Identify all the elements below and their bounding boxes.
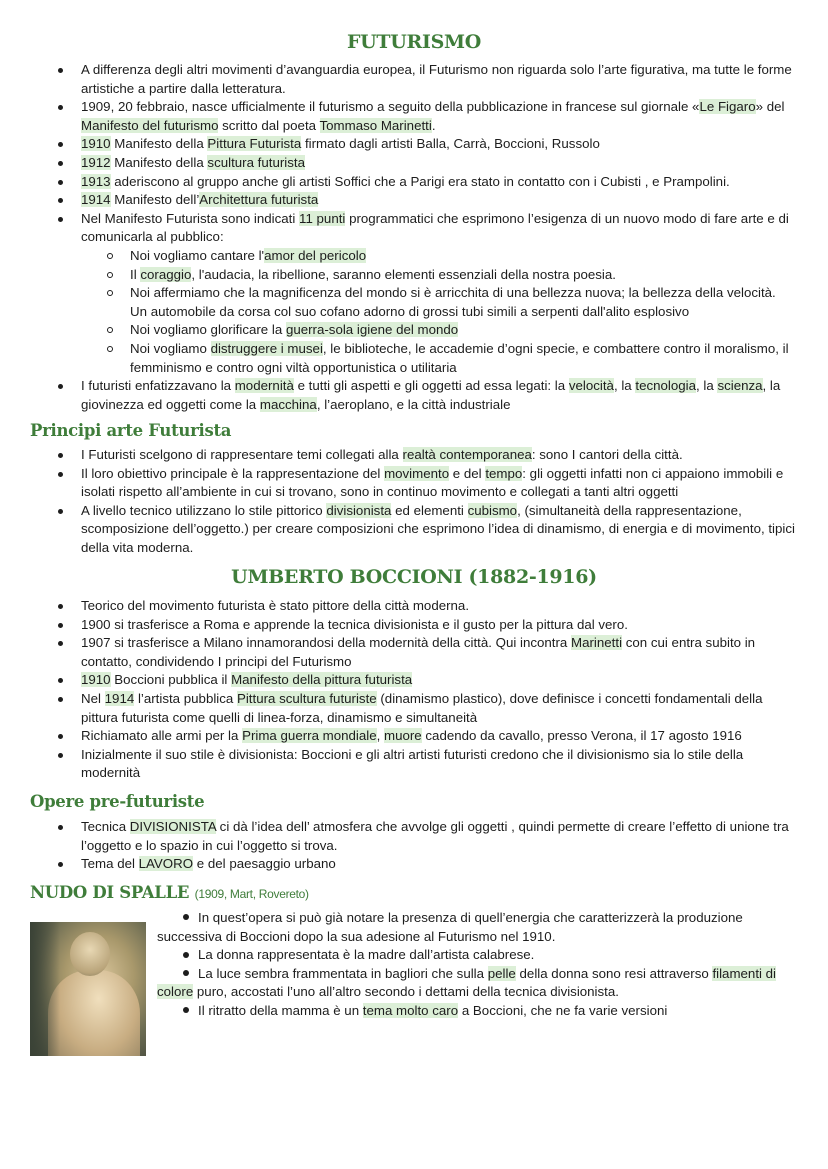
highlight: scultura futurista: [207, 154, 305, 170]
title-nudo-note: (1909, Mart, Rovereto): [194, 887, 309, 901]
highlight: tema molto caro: [362, 1002, 459, 1018]
sub-list-item: Noi vogliamo distruggere i musei, le biblioteche, le accademie d’ogni specie, e combattere contro il moralismo, il femminismo e contro ogni viltà opportunistica o utilitaria: [106, 340, 796, 377]
highlight: filamenti di colore: [157, 965, 777, 1000]
futurismo-list: [56, 61, 796, 414]
highlight: coraggio: [140, 266, 192, 282]
list-item: 1914 Manifesto dell’Architettura futurista: [56, 191, 796, 210]
sub-list-item: Noi affermiamo che la magnificenza del mondo si è arricchita di una bellezza nuova; la bellezza della velocità. Un automobile da corsa col suo cofano adorno di grossi tubi simili a serpenti dall'alito esplosivo: [106, 284, 796, 321]
highlight: 1914: [81, 192, 111, 208]
highlight: movimento: [384, 465, 450, 481]
highlight: 1910: [81, 672, 111, 688]
highlight: amor del pericolo: [264, 247, 367, 263]
highlight: macchina: [259, 396, 317, 412]
paragraph: La luce sembra frammentata in bagliori che sulla pelle della donna sono resi attraverso filamenti di colore puro, accostati l’uno all’altro secondo i dettami della tecnica divisionista.: [157, 965, 777, 1000]
nudo-di-spalle-painting: [30, 922, 146, 1056]
list-item: 1910 Manifesto della Pittura Futurista firmato dagli artisti Balla, Carrà, Boccioni, Russolo: [56, 135, 796, 154]
list-item: A differenza degli altri movimenti d’avanguardia europea, il Futurismo non riguarda solo l’arte figurativa, ma tutte le forme artistiche a partire dalla letteratura.: [56, 61, 796, 98]
title-opere: Opere pre-futuriste: [30, 792, 205, 811]
list-item: Richiamato alle armi per la Prima guerra mondiale, muore cadendo da cavallo, presso Verona, il 17 agosto 1916: [56, 727, 796, 746]
highlight: muore: [384, 728, 422, 744]
highlight: divisionista: [326, 502, 392, 518]
list-item: 1913 aderiscono al gruppo anche gli artisti Soffici che a Parigi era stato in contatto con i Cubisti , e Prampolini.: [56, 173, 796, 192]
list-item: I futuristi enfatizzavano la modernità e tutti gli aspetti e gli oggetti ad essa legati: la velocità, la tecnologia, la scienza, la giovinezza ed oggetti come la macchina, l’aeroplano, e la città industriale: [56, 377, 796, 414]
title-nudo-text: NUDO DI SPALLE: [30, 883, 190, 902]
highlight: 1914: [104, 690, 135, 706]
list-item: 1912 Manifesto della scultura futurista: [56, 154, 796, 173]
highlight: Manifesto della pittura futurista: [231, 672, 413, 688]
title-principi: Principi arte Futurista: [30, 421, 232, 440]
list-item: I Futuristi scelgono di rappresentare temi collegati alla realtà contemporanea: sono I cantori della città.: [56, 446, 796, 465]
highlight: distruggere i musei: [210, 340, 323, 356]
highlight: 11 punti: [299, 210, 346, 226]
list-item: Il loro obiettivo principale è la rappresentazione del movimento e del tempo: gli oggetti infatti non ci appaiono immobili e isolati rispetto all’ambiente in cui si trovano, sono in continuo movimento e collegati a tanti altri oggetti: [56, 465, 796, 502]
highlight: Prima guerra mondiale: [242, 728, 377, 744]
highlight: DIVISIONISTA: [129, 819, 216, 834]
boccioni-list: [56, 597, 796, 783]
highlight: Marinetti: [571, 635, 623, 651]
list-item: 1907 si trasferisce a Milano innamorandosi della modernità della città. Qui incontra Marinetti con cui entra subito in contatto, condividendo I principi del Futurismo: [56, 634, 796, 671]
highlight: tecnologia: [635, 378, 697, 394]
highlight: Le Figaro: [699, 99, 756, 115]
list-item: Tecnica DIVISIONISTA ci dà l’idea dell’ atmosfera che avvolge gli oggetti , quindi permette di creare l’effetto di unione tra l’oggetto e lo spazio in cui l’oggetto si trova.: [56, 818, 796, 855]
highlight: 1913: [81, 173, 111, 189]
principi-list: [56, 446, 796, 558]
title-boccioni: UMBERTO BOCCIONI (1882-1916): [231, 566, 597, 588]
highlight: realtà contemporanea: [402, 447, 532, 462]
highlight: 1910: [81, 136, 111, 152]
paragraph: La donna rappresentata è la madre dall’artista calabrese.: [157, 946, 797, 965]
sub-list-item: Noi vogliamo cantare l'amor del pericolo: [106, 247, 796, 266]
list-item: A livello tecnico utilizzano lo stile pittorico divisionista ed elementi cubismo, (simultaneità della rappresentazione, scomposizione dell’oggetto.) per creare composizioni che esprimono l’idea di dinamismo, di energia e di movimento, tipici della vita moderna.: [56, 502, 796, 558]
highlight: Tommaso Marinetti: [319, 117, 432, 133]
list-item: Inizialmente il suo stile è divisionista: Boccioni e gli altri artisti futuristi credono che il divisionismo sia lo stile della modernità: [56, 746, 796, 783]
highlight: pelle: [487, 965, 516, 981]
list-item: Nel Manifesto Futurista sono indicati 11 punti programmatici che esprimono l’esigenza di un nuovo modo di fare arte e di comunicarla al pubblico: Noi vogliamo cantare l'amor del pericolo Il coraggio, l'audacia, la ribellione, saranno elementi essenziali della nostra poesia. Noi affermiamo che la magnificenza del mondo si è arricchita di una bellezza nuova; la bellezza della velocità. Un automobile da corsa col suo cofano adorno di grossi tubi simili a serpenti dall'alito esplosivo Noi vogliamo glorificare la guerra-sola igiene del mondo Noi vogliamo distruggere i musei, le biblioteche, le accademie d’ogni specie, e combattere contro il moralismo, il femminismo e contro ogni viltà opportunistica o utilitaria: [56, 210, 796, 377]
list-item: 1910 Boccioni pubblica il Manifesto della pittura futurista: [56, 671, 796, 690]
list-item: Nel 1914 l’artista pubblica Pittura scultura futuriste (dinamismo plastico), dove definisce i concetti fondamentali della pittura futurista come quelli di linea-forza, dinamismo e simultaneità: [56, 690, 796, 727]
highlight: LAVORO: [138, 856, 194, 872]
sub-list-item: Il coraggio, l'audacia, la ribellione, saranno elementi essenziali della nostra poesia.: [106, 266, 796, 285]
highlight: scienza: [717, 378, 763, 394]
highlight: Manifesto del futurismo: [81, 117, 219, 133]
list-item: Teorico del movimento futurista è stato pittore della città moderna.: [56, 597, 796, 616]
highlight: Pittura scultura futuriste: [236, 690, 377, 706]
highlight: guerra-sola igiene del mondo: [285, 322, 459, 338]
highlight: Pittura Futurista: [207, 136, 302, 152]
highlight: modernità: [234, 378, 294, 394]
list-item: 1909, 20 febbraio, nasce ufficialmente il futurismo a seguito della pubblicazione in francese sul giornale «Le Figaro» del Manifesto del futurismo scritto dal poeta Tommaso Marinetti.: [56, 98, 796, 135]
paragraph: Il ritratto della mamma è un tema molto caro a Boccioni, che ne fa varie versioni: [157, 1002, 797, 1021]
highlight: tempo: [485, 465, 523, 481]
title-futurismo: FUTURISMO: [346, 31, 482, 53]
highlight: 1912: [81, 154, 111, 170]
title-nudo: [30, 884, 309, 904]
highlight: cubismo: [467, 502, 518, 518]
opere-list: [56, 818, 796, 874]
list-item: 1900 si trasferisce a Roma e apprende la tecnica divisionista e il gusto per la pittura dal vero.: [56, 616, 796, 635]
sub-list-item: Noi vogliamo glorificare la guerra-sola igiene del mondo: [106, 321, 796, 340]
nudo-description: [157, 909, 797, 1021]
list-item: Tema del LAVORO e del paesaggio urbano: [56, 855, 796, 874]
highlight: velocità: [568, 378, 614, 394]
highlight: Architettura futurista: [199, 192, 319, 208]
manifesto-points-list: [81, 247, 796, 377]
paragraph: In quest’opera si può già notare la presenza di quell’energia che caratterizzerà la produzione successiva di Boccioni dopo la sua adesione al Futurismo nel 1910.: [157, 910, 743, 944]
